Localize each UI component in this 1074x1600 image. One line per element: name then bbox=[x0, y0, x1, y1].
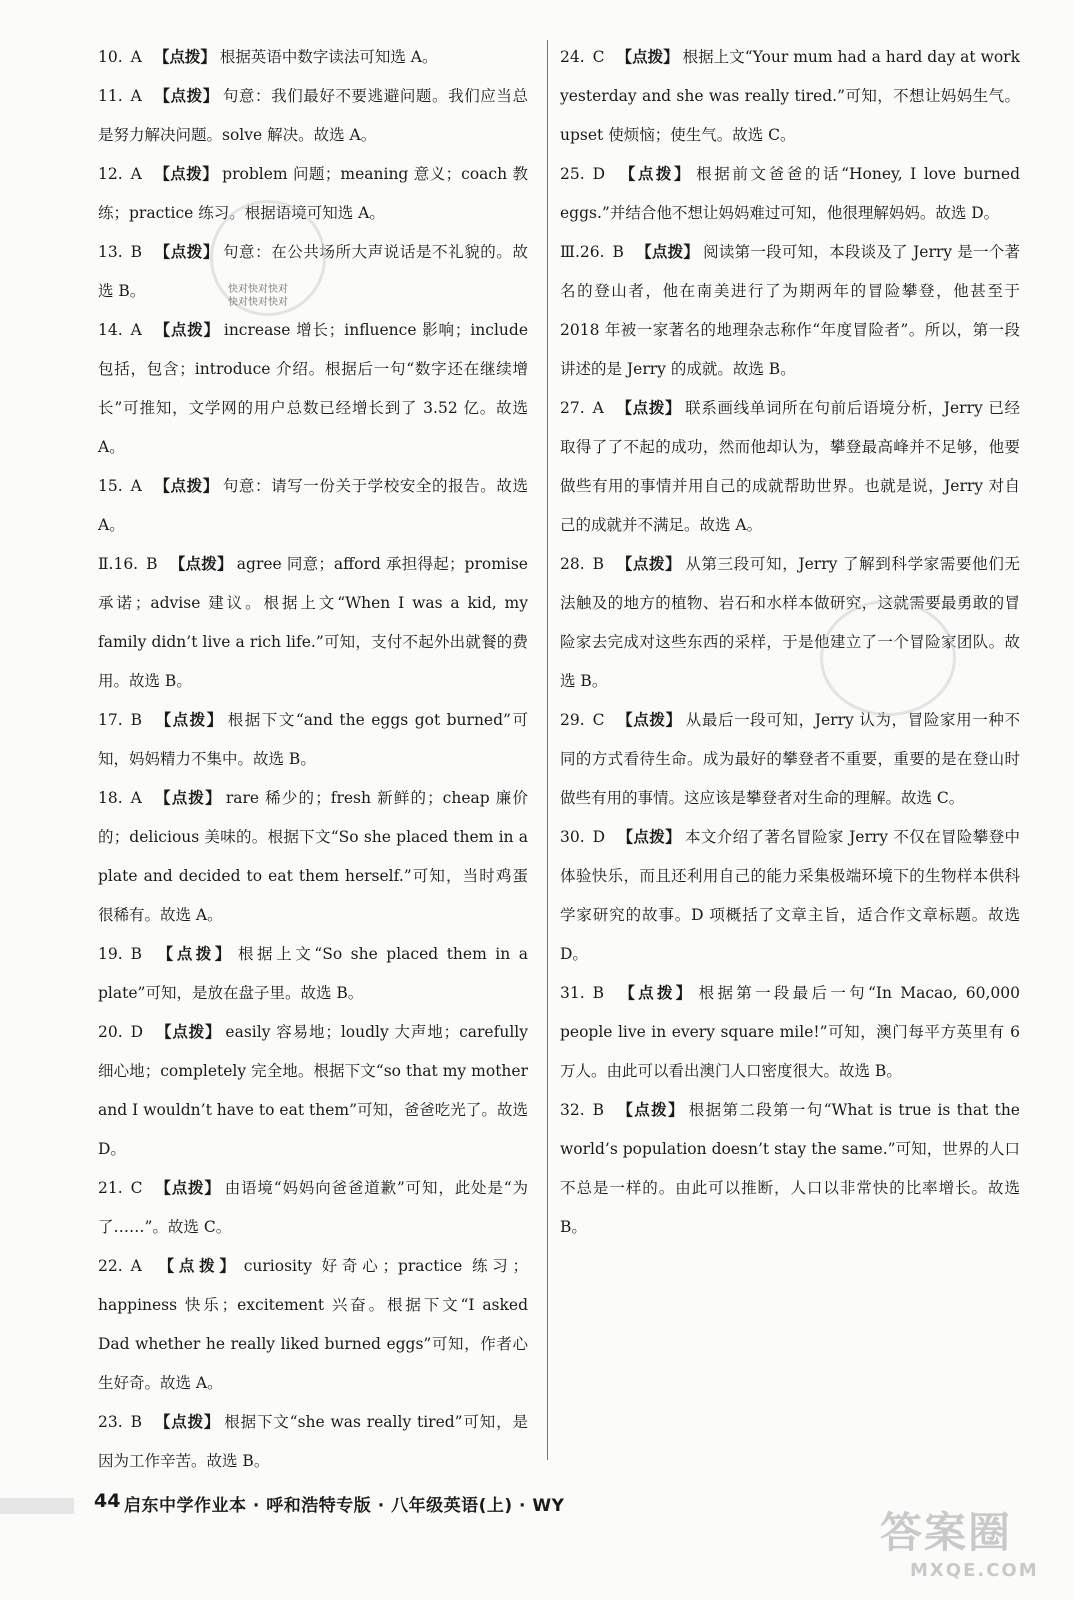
answer-letter: A bbox=[130, 1257, 142, 1275]
question-number: 25. bbox=[560, 165, 585, 183]
hint-tag: 【点拨】 bbox=[155, 1023, 222, 1041]
question-number: 13. bbox=[98, 243, 123, 261]
hint-tag: 【点拨】 bbox=[154, 1413, 221, 1431]
explanation-text: 根据下文“and the eggs got burned”可知，妈妈精力不集中。故选 B。 bbox=[98, 711, 528, 768]
question-number: 32. bbox=[560, 1101, 585, 1119]
explanation-text: curiosity 好奇心；practice 练习；happiness 快乐；excitement 兴奋。根据下文“I asked Dad whether he really liked burned eggs”可知，作者心生好奇。故选 A。 bbox=[98, 1257, 528, 1392]
answer-letter: C bbox=[592, 711, 605, 729]
hint-tag: 【点拨】 bbox=[616, 984, 695, 1002]
answer-letter: D bbox=[592, 828, 606, 846]
explanation-text: 根据下文“she was really tired”可知，是因为工作辛苦。故选 B。 bbox=[98, 1413, 528, 1470]
book-title: 启东中学作业本 · 呼和浩特专版 · 八年级英语(上) · WY bbox=[124, 1496, 565, 1516]
question-number: 30. bbox=[560, 828, 585, 846]
explanation-text: 根据第二段第一句“What is true is that the world’s population doesn’t stay the same.”可知，世界的人口不总是一样的。由此可以推断，人口以非常快的比率增长。故选 B。 bbox=[560, 1101, 1020, 1236]
hint-tag: 【点拨】 bbox=[153, 1257, 240, 1275]
explanation-text: 句意：我们最好不要逃避问题。我们应当总是努力解决问题。solve 解决。故选 A。 bbox=[98, 87, 528, 144]
hint-tag: 【点拨】 bbox=[616, 1101, 685, 1119]
answer-entry bbox=[98, 38, 528, 77]
answer-entry bbox=[560, 38, 1020, 155]
explanation-text: increase 增长；influence 影响；include 包括，包含；introduce 介绍。根据后一句“数字还在继续增长”可推知，文学网的用户总数已经增长到了 3.52 亿。故选 A。 bbox=[98, 321, 528, 456]
answer-entry bbox=[98, 77, 528, 155]
watermark-stamp-right bbox=[820, 600, 956, 716]
explanation-text: 从第三段可知，Jerry 了解到科学家需要他们无法触及的地方的植物、岩石和水样本做研究，这就需要最勇敢的冒险家去完成对这些东西的采样，于是他建立了一个冒险家团队。故选 B。 bbox=[560, 555, 1020, 690]
answer-entry bbox=[98, 545, 528, 701]
explanation-text: problem 问题；meaning 意义；coach 教练；practice 练习。根据语境可知选 A。 bbox=[98, 165, 528, 222]
answer-letter: A bbox=[130, 87, 142, 105]
answer-letter: B bbox=[612, 243, 624, 261]
hint-tag: 【点拨】 bbox=[616, 48, 679, 66]
explanation-text: rare 稀少的；fresh 新鲜的；cheap 廉价的；delicious 美味的。根据下文“So she placed them in a plate and decided to eat them herself.”可知，当时鸡蛋很稀有。故选 A。 bbox=[98, 789, 528, 924]
answer-letter: C bbox=[592, 48, 605, 66]
hint-tag: 【点拨】 bbox=[635, 243, 700, 261]
answer-entry bbox=[560, 818, 1020, 974]
footer-bar bbox=[0, 1498, 74, 1514]
column-divider bbox=[547, 40, 548, 1460]
explanation-text: 从最后一段可知，Jerry 认为，冒险家用一种不同的方式看待生命。成为最好的攀登者不重要，重要的是在登山时做些有用的事情。这应该是攀登者对生命的理解。故选 C。 bbox=[560, 711, 1020, 807]
question-number: 12. bbox=[98, 165, 123, 183]
stamp-text-line-1: 快对快对快对 bbox=[228, 284, 288, 295]
question-number: 31. bbox=[560, 984, 585, 1002]
hint-tag: 【点拨】 bbox=[617, 828, 681, 846]
explanation-text: 句意：在公共场所大声说话是不礼貌的。故选 B。 bbox=[98, 243, 528, 300]
hint-tag: 【点拨】 bbox=[154, 945, 234, 963]
answer-entry bbox=[560, 233, 1020, 389]
hint-tag: 【点拨】 bbox=[153, 477, 219, 495]
answer-letter: B bbox=[130, 1413, 143, 1431]
watermark-main: 答案圈 bbox=[880, 1508, 1013, 1557]
answer-letter: A bbox=[130, 789, 142, 807]
answer-letter: B bbox=[592, 555, 605, 573]
answer-letter: B bbox=[130, 243, 143, 261]
hint-tag: 【点拨】 bbox=[617, 165, 693, 183]
question-number: 22. bbox=[98, 1257, 123, 1275]
answer-letter: B bbox=[592, 1101, 605, 1119]
answer-letter: C bbox=[130, 1179, 143, 1197]
answer-letter: A bbox=[592, 399, 604, 417]
watermark-stamp-text bbox=[228, 283, 288, 309]
question-number: 28. bbox=[560, 555, 585, 573]
answer-entry bbox=[98, 1169, 528, 1247]
explanation-text: 根据上文“So she placed them in a plate”可知，是放在盘子里。故选 B。 bbox=[98, 945, 528, 1002]
hint-tag: 【点拨】 bbox=[154, 711, 224, 729]
watermark-site: MXQE.COM bbox=[910, 1560, 1039, 1581]
hint-tag: 【点拨】 bbox=[153, 321, 220, 339]
explanation-text: 根据英语中数字读法可知选 A。 bbox=[219, 48, 438, 66]
answer-entry bbox=[98, 701, 528, 779]
answer-letter: A bbox=[130, 321, 142, 339]
answer-entry bbox=[560, 974, 1020, 1091]
hint-tag: 【点拨】 bbox=[615, 399, 682, 417]
question-number: 29. bbox=[560, 711, 585, 729]
hint-tag: 【点拨】 bbox=[616, 711, 682, 729]
question-number: 24. bbox=[560, 48, 585, 66]
answer-letter: A bbox=[130, 477, 142, 495]
question-number: 18. bbox=[98, 789, 123, 807]
question-number: 21. bbox=[98, 1179, 123, 1197]
explanation-text: 句意：请写一份关于学校安全的报告。故选 A。 bbox=[98, 477, 528, 534]
question-number: Ⅲ.26. bbox=[560, 243, 605, 261]
answer-letter: D bbox=[592, 165, 606, 183]
answer-entry bbox=[98, 935, 528, 1013]
hint-tag: 【点拨】 bbox=[153, 789, 222, 807]
hint-tag: 【点拨】 bbox=[154, 243, 219, 261]
hint-tag: 【点拨】 bbox=[616, 555, 682, 573]
explanation-text: easily 容易地；loudly 大声地；carefully 细心地；completely 完全地。根据下文“so that my mother and I wouldn’t have to eat them”可知，爸爸吃光了。故选 D。 bbox=[98, 1023, 528, 1158]
question-number: 10. bbox=[98, 48, 123, 66]
question-number: 17. bbox=[98, 711, 123, 729]
answer-entry bbox=[98, 1013, 528, 1169]
question-number: 27. bbox=[560, 399, 585, 417]
question-number: 23. bbox=[98, 1413, 123, 1431]
answer-entry bbox=[560, 1091, 1020, 1247]
hint-tag: 【点拨】 bbox=[153, 165, 219, 183]
stamp-text-line-2: 快对快对快对 bbox=[228, 297, 288, 308]
answer-letter: B bbox=[130, 711, 143, 729]
answer-letter: B bbox=[592, 984, 605, 1002]
answer-entry bbox=[98, 467, 528, 545]
answer-letter: B bbox=[146, 555, 158, 573]
page-number: 44 bbox=[94, 1490, 121, 1512]
explanation-text: 根据上文“Your mum had a hard day at work yesterday and she was really tired.”可知，不想让妈妈生气。upset 使烦恼；使生气。故选 C。 bbox=[560, 48, 1020, 144]
explanation-text: 根据前文爸爸的话“Honey, I love burned eggs.”并结合他不想让妈妈难过可知，他很理解妈妈。故选 D。 bbox=[560, 165, 1020, 222]
answer-entry bbox=[560, 389, 1020, 545]
site-watermark bbox=[880, 1500, 1060, 1590]
answer-letter: B bbox=[130, 945, 143, 963]
explanation-text: 由语境“妈妈向爸爸道歉”可知，此处是“为了……”。故选 C。 bbox=[98, 1179, 528, 1236]
answer-entry bbox=[560, 701, 1020, 818]
question-number: Ⅱ.16. bbox=[98, 555, 139, 573]
explanation-text: agree 同意；afford 承担得起；promise 承诺；advise 建议。根据上文“When I was a kid, my family didn’t live a rich life.”可知，支付不起外出就餐的费用。故选 B。 bbox=[98, 555, 528, 690]
answer-letter: D bbox=[130, 1023, 144, 1041]
answer-entry bbox=[560, 155, 1020, 233]
explanation-text: 根据第一段最后一句“In Macao, 60,000 people live in every square mile!”可知，澳门每平方英里有 6 万人。由此可以看出澳门人口密度很大。故选 B。 bbox=[560, 984, 1020, 1080]
question-number: 20. bbox=[98, 1023, 123, 1041]
explanation-text: 阅读第一段可知，本段谈及了 Jerry 是一个著名的登山者，他在南美进行了为期两年的冒险攀登，他甚至于 2018 年被一家著名的地理杂志称作“年度冒险者”。所以，第一段讲述的是 Jerry 的成就。故选 B。 bbox=[560, 243, 1020, 378]
answer-letter: A bbox=[130, 48, 142, 66]
question-number: 11. bbox=[98, 87, 123, 105]
hint-tag: 【点拨】 bbox=[154, 1179, 221, 1197]
hint-tag: 【点拨】 bbox=[153, 48, 216, 66]
answer-entry bbox=[98, 1247, 528, 1403]
explanation-text: 联系画线单词所在句前后语境分析，Jerry 已经取得了了不起的成功，然而他却认为，攀登最高峰并不足够，他要做些有用的事情并用自己的成就帮助世界。也就是说，Jerry 对自己的成就并不满足。故选 A。 bbox=[560, 399, 1020, 534]
answer-entry bbox=[98, 311, 528, 467]
question-number: 14. bbox=[98, 321, 123, 339]
explanation-text: 本文介绍了著名冒险家 Jerry 不仅在冒险攀登中体验快乐，而且还利用自己的能力采集极端环境下的生物样本供科学家研究的故事。D 项概括了文章主旨，适合作文章标题。故选 D。 bbox=[560, 828, 1020, 963]
answer-entry bbox=[98, 779, 528, 935]
hint-tag: 【点拨】 bbox=[169, 555, 233, 573]
hint-tag: 【点拨】 bbox=[153, 87, 219, 105]
question-number: 15. bbox=[98, 477, 123, 495]
question-number: 19. bbox=[98, 945, 123, 963]
answer-entry bbox=[98, 1403, 528, 1481]
answer-letter: A bbox=[130, 165, 142, 183]
